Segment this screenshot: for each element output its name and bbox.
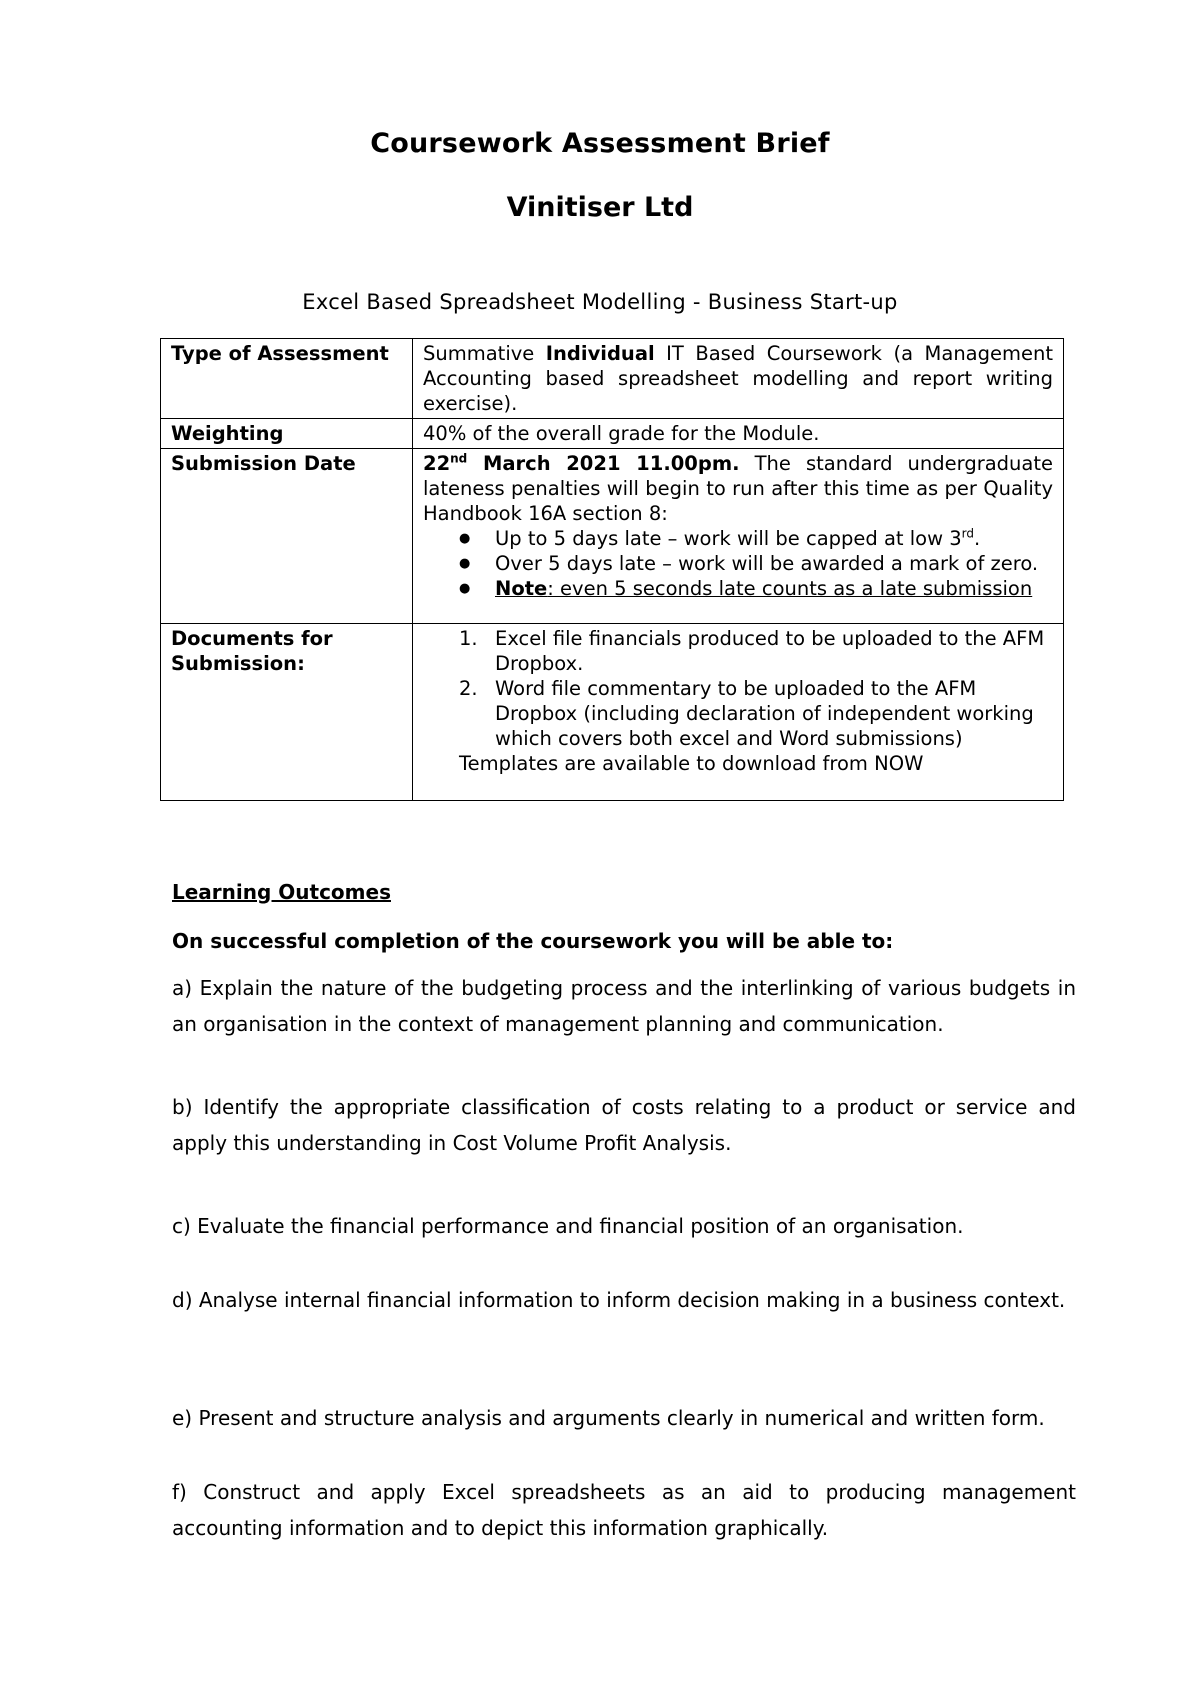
learning-outcomes-heading: Learning Outcomes [172, 880, 391, 904]
document-subtitle: Excel Based Spreadsheet Modelling - Business Start-up [302, 290, 898, 314]
outcome-e: e) Present and structure analysis and arguments clearly in numerical and written form. [172, 1406, 1045, 1430]
submission-label: Submission Date [161, 449, 413, 624]
list-item: ● Up to 5 days late – work will be capped at low 3rd. [495, 526, 1053, 551]
list-item: ● Over 5 days late – work will be awarded a mark of zero. [495, 551, 1053, 576]
outcome-c: c) Evaluate the financial performance and financial position of an organisation. [172, 1214, 964, 1238]
documents-list [423, 626, 1053, 751]
table-row [161, 339, 1064, 419]
documents-value [413, 624, 1064, 801]
outcome-f: f) Construct and apply Excel spreadsheets as an aid to producing management accounting information and to depict this information graphically. [172, 1480, 1076, 1540]
submission-value: 22nd March 2021 11.00pm. The standard undergraduate lateness penalties will begin to run after this time as per Quality Handbook 16A section 8: ● Up to 5 days late – work will be capped at low 3rd. ● Over 5 days late – work will be awarded a mark of zero. ● Note: even 5 seconds late counts as a late submission [413, 449, 1064, 624]
outcome-a: a) Explain the nature of the budgeting process and the interlinking of various budgets in an organisation in the context of management planning and communication. [172, 976, 1076, 1036]
type-label: Type of Assessment [161, 339, 413, 419]
weighting-label: Weighting [161, 419, 413, 449]
list-item: 1. Excel file financials produced to be uploaded to the AFM Dropbox. [459, 627, 1045, 675]
company-name: Vinitiser Ltd [506, 192, 694, 223]
templates-note: Templates are available to download from NOW [459, 752, 924, 775]
assessment-table [160, 338, 1064, 801]
table-row [161, 449, 1064, 624]
documents-label: Documents for Submission: [161, 624, 413, 801]
outcome-b: b) Identify the appropriate classification of costs relating to a product or service and apply this understanding in Cost Volume Profit Analysis. [172, 1095, 1076, 1155]
learning-outcomes-intro: On successful completion of the coursework you will be able to: [172, 929, 894, 953]
table-row [161, 624, 1064, 801]
list-item: 2. Word file commentary to be uploaded to the AFM Dropbox (including declaration of independent working which covers both excel and Word submissions) [459, 677, 1034, 750]
weighting-value: 40% of the overall grade for the Module. [413, 419, 1064, 449]
penalty-list [423, 526, 1053, 601]
document-title: Coursework Assessment Brief [370, 128, 830, 159]
outcome-d: d) Analyse internal financial information to inform decision making in a business context. [172, 1288, 1066, 1312]
type-value: Summative Individual IT Based Coursework (a Management Accounting based spreadsheet modelling and report writing exercise). [413, 339, 1064, 419]
list-item: ● Note: even 5 seconds late counts as a late submission [495, 576, 1053, 601]
table-row [161, 419, 1064, 449]
